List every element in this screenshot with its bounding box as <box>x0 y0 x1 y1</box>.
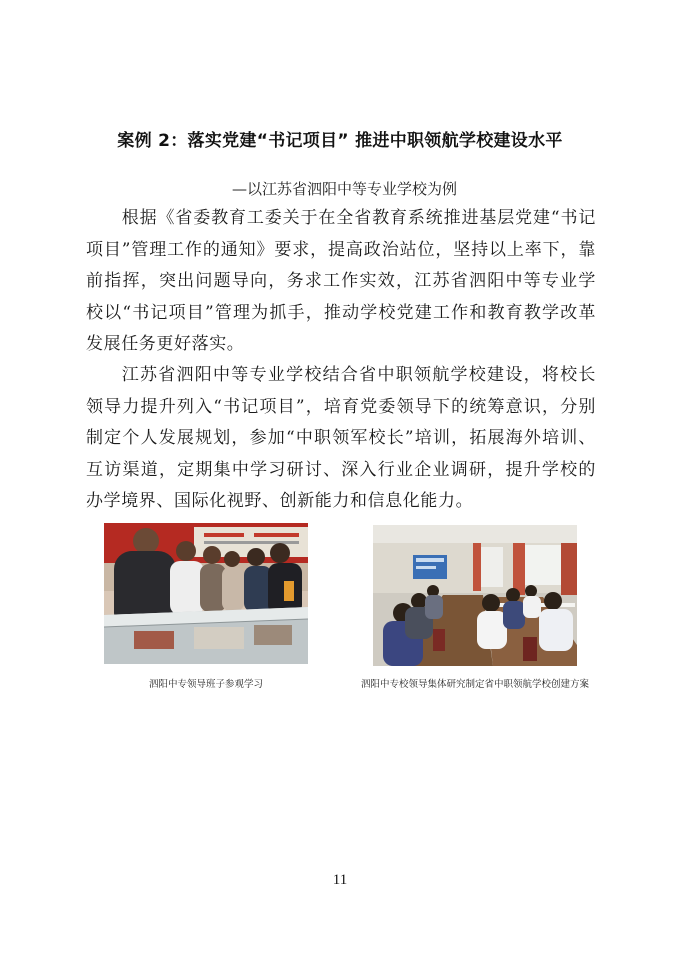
body-paragraph-1: 根据《省委教育工委关于在全省教育系统推进基层党建“书记项目”管理工作的通知》要求，提高政治站位，坚持以上率下，靠前指挥，突出问题导向，务求工作实效，江苏省泗阳中等专业学校以“书记项目”管理为抓手，推动学校党建工作和教育教学改革发展任务更好落实。 <box>86 208 596 354</box>
body-paragraph-2: 江苏省泗阳中等专业学校结合省中职领航学校建设，将校长领导力提升列入“书记项目”，培育党委领导下的统筹意识，分别制定个人发展规划，参加“中职领军校长”培训，拓展海外培训、互访渠道，定期集中学习研讨、深入行业企业调研，提升学校的办学境界、国际化视野、创新能力和信息化能力。 <box>86 365 596 511</box>
page-number: 11 <box>332 872 348 888</box>
case-title: 案例 2：落实党建“书记项目” 推进中职领航学校建设水平 <box>117 131 563 151</box>
photo-leadership-meeting <box>373 525 577 666</box>
photo-leadership-visit <box>104 523 308 664</box>
photo-caption-2: 泗阳中专校领导集体研究制定省中职领航学校创建方案 <box>360 679 589 690</box>
case-subtitle: —以江苏省泗阳中等专业学校为例 <box>232 180 458 198</box>
photo-caption-1: 泗阳中专领导班子参观学习 <box>148 679 263 690</box>
